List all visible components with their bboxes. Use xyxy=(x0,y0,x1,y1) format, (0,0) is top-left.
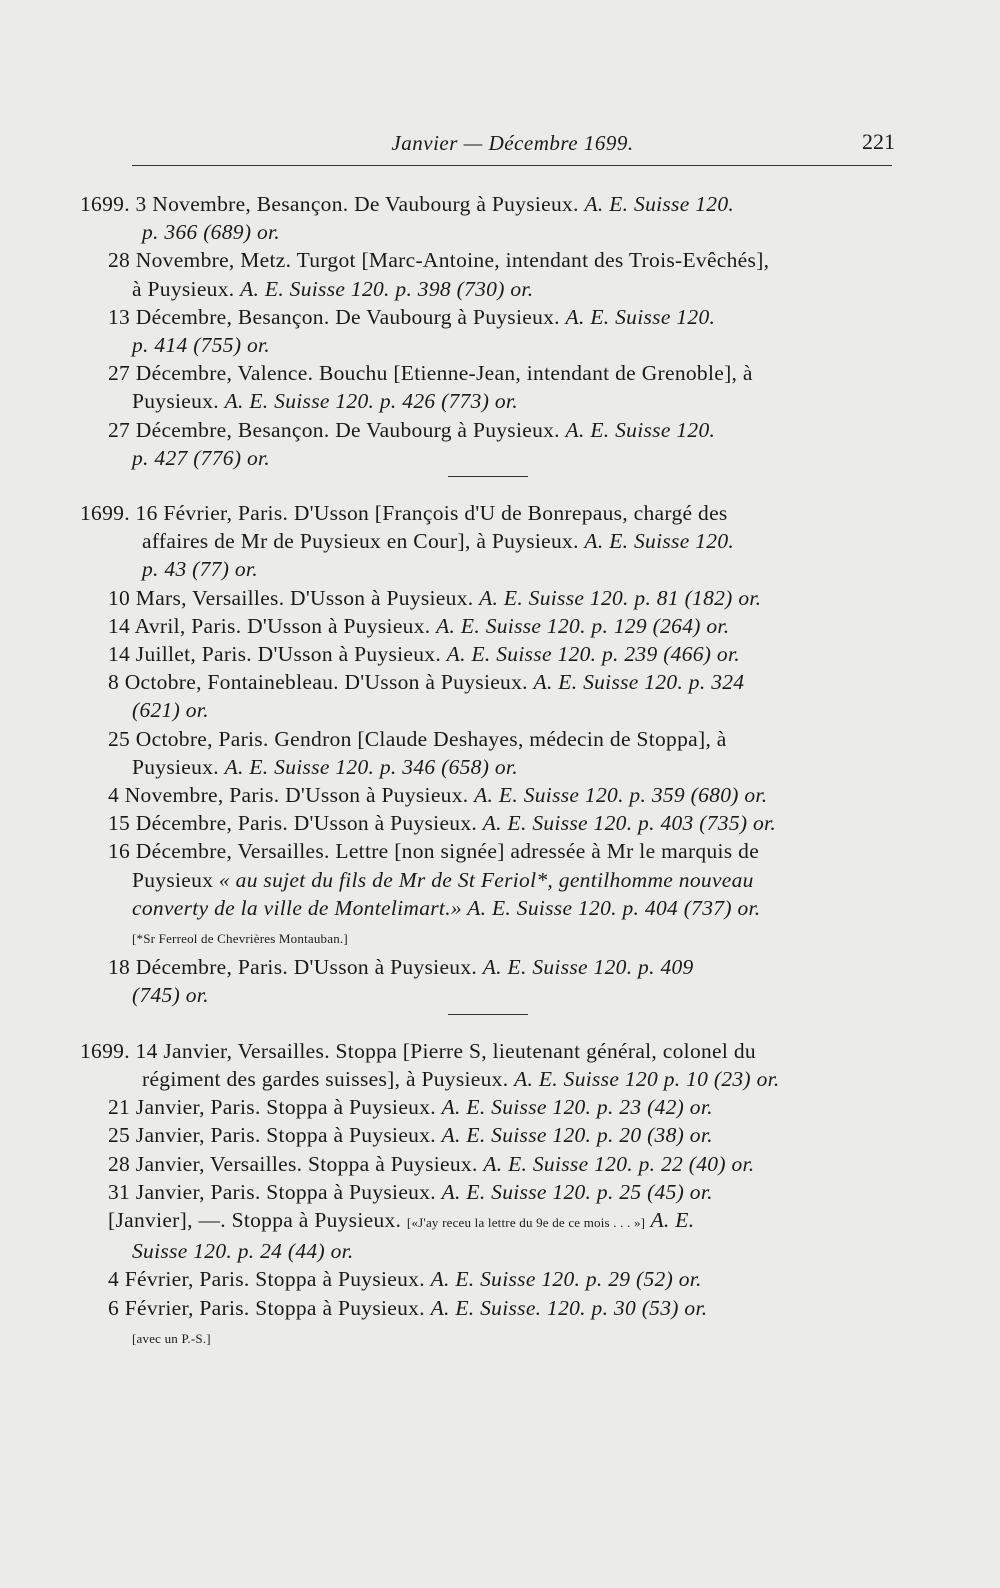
entry-text: 16 Décembre, Versailles. Lettre [non signée] adressée à Mr le marquis de xyxy=(108,839,760,864)
entry-note: [avec un P.-S.] xyxy=(132,1330,211,1346)
entry-continuation xyxy=(108,696,905,724)
entry-reference: A. E. Suisse 120. xyxy=(565,417,716,442)
archive-entry xyxy=(70,953,905,1009)
entry-text: 10 Mars, Versailles. D'Usson à Puysieux. xyxy=(108,585,480,610)
archive-entry xyxy=(70,1206,905,1265)
document-body xyxy=(70,190,905,1353)
archive-entry xyxy=(70,499,905,584)
archive-entry xyxy=(70,781,905,809)
entry-note: [*Sr Ferreol de Chevrières Montauban.] xyxy=(132,931,348,947)
entry-reference: A. E. xyxy=(645,1207,695,1232)
entry-text: 25 Octobre, Paris. Gendron [Claude Deshayes, médecin de Stoppa], à xyxy=(108,726,727,751)
document-section xyxy=(70,499,905,1010)
entry-reference: A. E. Suisse 120. p. 25 (45) or. xyxy=(441,1179,713,1204)
entry-reference: (621) or. xyxy=(132,698,209,723)
archive-entry xyxy=(70,246,905,302)
entry-continuation xyxy=(108,753,905,781)
archive-entry xyxy=(70,1178,905,1206)
archive-entry xyxy=(70,837,905,953)
archive-entry xyxy=(70,1294,905,1353)
archive-entry xyxy=(70,190,905,246)
archive-entry xyxy=(70,1150,905,1178)
entry-reference: A. E. Suisse. 120. p. 30 (53) or. xyxy=(430,1295,708,1320)
entry-reference: A. E. Suisse 120. p. 346 (658) or. xyxy=(224,754,518,779)
entry-continuation xyxy=(108,1237,905,1265)
entry-continuation xyxy=(80,555,905,583)
entry-text: 27 Décembre, Valence. Bouchu [Etienne-Jean, intendant de Grenoble], à xyxy=(108,361,753,386)
section-separator xyxy=(448,1014,528,1037)
entry-reference: p. 414 (755) or. xyxy=(132,333,270,358)
entry-text: 21 Janvier, Paris. Stoppa à Puysieux. xyxy=(108,1095,442,1120)
entry-reference: A. E. Suisse 120. xyxy=(565,304,716,329)
entry-reference: A. E. Suisse 120. p. 29 (52) or. xyxy=(430,1267,702,1292)
archive-entry xyxy=(70,1121,905,1149)
entry-reference: A. E. Suisse 120. p. 403 (735) or. xyxy=(482,811,777,836)
entry-text: 28 Novembre, Metz. Turgot [Marc-Antoine, intendant des Trois-Evêchés], xyxy=(108,248,770,273)
entry-reference: p. 43 (77) or. xyxy=(142,557,258,582)
entry-reference: A. E. Suisse 120. p. 324 xyxy=(533,670,745,695)
header-rule xyxy=(132,165,892,166)
entry-note-line xyxy=(108,1322,905,1353)
archive-entry xyxy=(70,668,905,724)
entry-continuation xyxy=(80,218,905,246)
entry-text: 1699. 3 Novembre, Besançon. De Vaubourg à Puysieux. xyxy=(80,192,585,216)
archive-entry xyxy=(70,359,905,415)
entry-continuation xyxy=(108,387,905,415)
entry-reference: A. E. Suisse 120. p. 239 (466) or. xyxy=(446,642,740,667)
entry-text: 18 Décembre, Paris. D'Usson à Puysieux. xyxy=(108,955,483,980)
document-section xyxy=(70,190,905,472)
entry-reference: A. E. Suisse 120. xyxy=(584,192,735,216)
entry-text: 15 Décembre, Paris. D'Usson à Puysieux. xyxy=(108,811,483,836)
entry-text: 27 Décembre, Besançon. De Vaubourg à Puysieux. xyxy=(108,417,566,442)
entry-reference: (745) or. xyxy=(132,983,209,1008)
entry-reference: A. E. Suisse 120. p. 359 (680) or. xyxy=(474,783,768,808)
archive-entry xyxy=(70,1093,905,1121)
entry-text: 28 Janvier, Versailles. Stoppa à Puysieux. xyxy=(108,1151,484,1176)
entry-continuation xyxy=(80,1065,905,1093)
entry-text: 1699. 16 Février, Paris. D'Usson [François d'U de Bonrepaus, chargé des xyxy=(80,501,728,526)
entry-text: 14 Avril, Paris. D'Usson à Puysieux. xyxy=(108,613,437,638)
entry-reference: A. E. Suisse 120. p. 81 (182) or. xyxy=(479,585,762,610)
entry-reference: p. 427 (776) or. xyxy=(132,445,270,470)
section-separator xyxy=(448,476,528,499)
entry-reference: p. 366 (689) or. xyxy=(142,220,280,245)
entry-text: à Puysieux. xyxy=(132,276,241,301)
archive-entry xyxy=(70,584,905,612)
entry-reference: A. E. Suisse 120. p. 398 (730) or. xyxy=(240,276,534,301)
entry-reference: A. E. Suisse 120. p. 20 (38) or. xyxy=(441,1123,713,1148)
entry-continuation xyxy=(108,866,905,894)
entry-text: 31 Janvier, Paris. Stoppa à Puysieux. xyxy=(108,1179,442,1204)
entry-continuation xyxy=(108,275,905,303)
entry-quote: [«J'ay receu la lettre du 9e de ce mois . . . »] xyxy=(406,1214,646,1230)
entry-reference: A. E. Suisse 120. xyxy=(584,529,735,554)
entry-continuation xyxy=(108,981,905,1009)
entry-text: 4 Novembre, Paris. D'Usson à Puysieux. xyxy=(108,783,475,808)
entry-text: 1699. 14 Janvier, Versailles. Stoppa [Pierre S, lieutenant général, colonel du xyxy=(80,1038,756,1063)
entry-reference: A. E. Suisse 120. p. 129 (264) or. xyxy=(436,613,730,638)
entry-text: Puysieux xyxy=(132,867,219,892)
archive-entry xyxy=(70,809,905,837)
entry-text: Puysieux. xyxy=(132,389,225,414)
entry-continuation xyxy=(80,527,905,555)
entry-continuation xyxy=(108,444,905,472)
entry-text: Puysieux. xyxy=(132,754,225,779)
archive-entry xyxy=(70,725,905,781)
entry-continuation xyxy=(108,331,905,359)
archive-entry xyxy=(70,1265,905,1293)
entry-text: affaires de Mr de Puysieux en Cour], à Puysieux. xyxy=(142,529,585,554)
entry-reference: Suisse 120. p. 24 (44) or. xyxy=(132,1239,354,1264)
entry-reference: A. E. Suisse 120. p. 23 (42) or. xyxy=(441,1095,713,1120)
entry-text: 13 Décembre, Besançon. De Vaubourg à Puysieux. xyxy=(108,304,566,329)
entry-note-line xyxy=(108,922,905,953)
archive-entry xyxy=(70,612,905,640)
archive-entry xyxy=(70,303,905,359)
archive-entry xyxy=(70,640,905,668)
entry-text: 25 Janvier, Paris. Stoppa à Puysieux. xyxy=(108,1123,442,1148)
entry-reference: A. E. Suisse 120. p. 409 xyxy=(482,955,694,980)
entry-reference: converty de la ville de Montelimart.» A. E. Suisse 120. p. 404 (737) or. xyxy=(132,895,761,920)
entry-text: 6 Février, Paris. Stoppa à Puysieux. xyxy=(108,1295,431,1320)
entry-text: 4 Février, Paris. Stoppa à Puysieux. xyxy=(108,1267,431,1292)
entry-reference: « au sujet du fils de Mr de St Feriol*, gentilhomme nouveau xyxy=(218,867,754,892)
entry-text: [Janvier], —. Stoppa à Puysieux. xyxy=(108,1207,407,1232)
document-section xyxy=(70,1037,905,1353)
entry-text: régiment des gardes suisses], à Puysieux. xyxy=(142,1066,515,1091)
entry-text: 8 Octobre, Fontainebleau. D'Usson à Puysieux. xyxy=(108,670,534,695)
page-header xyxy=(130,125,895,165)
entry-reference: A. E. Suisse 120 p. 10 (23) or. xyxy=(514,1066,780,1091)
entry-reference: A. E. Suisse 120. p. 426 (773) or. xyxy=(224,389,518,414)
archive-entry xyxy=(70,416,905,472)
running-title: Janvier — Décembre 1699. xyxy=(391,131,634,155)
entry-reference: A. E. Suisse 120. p. 22 (40) or. xyxy=(483,1151,755,1176)
archive-entry xyxy=(70,1037,905,1093)
entry-text: 14 Juillet, Paris. D'Usson à Puysieux. xyxy=(108,642,447,667)
entry-continuation xyxy=(108,894,905,922)
page-number: 221 xyxy=(862,129,895,154)
